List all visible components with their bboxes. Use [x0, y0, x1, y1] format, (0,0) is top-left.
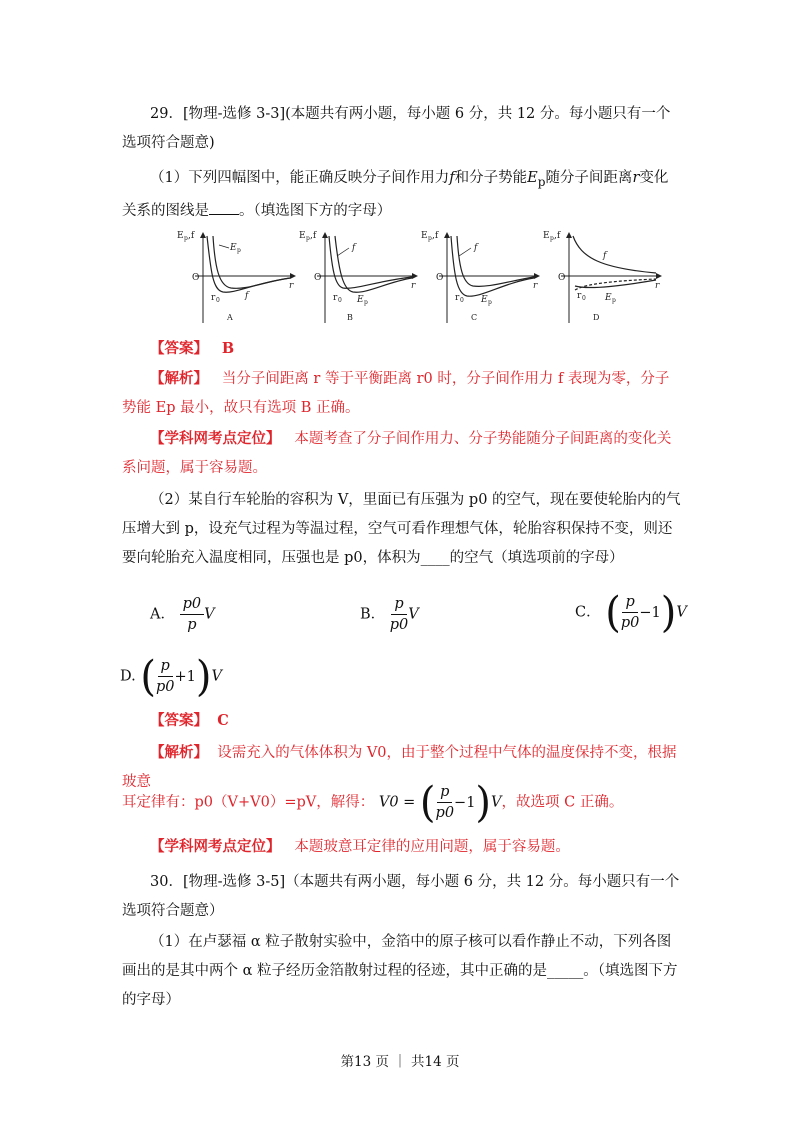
graph-b [299, 231, 417, 323]
option-c: C． ( $\frac{p}{p0}$ −1 ) V [575, 588, 687, 637]
svg-text:E: E [177, 231, 184, 241]
graph-d [543, 231, 661, 323]
svg-text:r: r [455, 293, 460, 303]
svg-text:O: O [558, 273, 566, 283]
svg-text:0: 0 [216, 297, 220, 304]
svg-text:,f: ,f [188, 231, 195, 241]
svg-text:0: 0 [460, 297, 464, 304]
svg-text:E: E [230, 243, 237, 253]
svg-text:p: p [184, 235, 188, 242]
option-a: A． $\frac{p0}{p}$ V [150, 596, 215, 633]
svg-text:r: r [289, 281, 294, 291]
svg-text:,f: ,f [432, 231, 439, 241]
svg-text:O: O [192, 273, 200, 283]
svg-text:E: E [605, 293, 612, 303]
svg-text:p: p [550, 235, 554, 242]
svg-text:A: A [227, 313, 233, 322]
q29-part2-analysis-line2: 耳定律有：p0（V+V0）=pV，解得： V0 = ( $\frac{p}{p0}$ −1 ) V，故选项 C 正确。 [122, 778, 624, 827]
page-footer: 第13 页 ｜ 共14 页 [340, 1054, 460, 1070]
svg-text:p: p [428, 235, 432, 242]
svg-text:r: r [333, 293, 338, 303]
svg-text:p: p [364, 299, 368, 306]
svg-text:E: E [357, 295, 364, 305]
q29-header: 29．[物理-选修 3-3](本题共有两小题，每小题 6 分，共 12 分。每小题只有一个选项符合题意) [122, 106, 671, 151]
svg-text:r: r [577, 291, 582, 301]
svg-text:O: O [436, 273, 444, 283]
svg-text:0: 0 [582, 295, 586, 302]
q29-part2-answer: 【答案】 C [150, 712, 229, 729]
svg-text:D: D [593, 313, 600, 322]
svg-text:f: f [245, 291, 249, 301]
svg-text:p: p [488, 299, 492, 306]
q29-part2-point: 【学科网考点定位】 本题玻意耳定律的应用问题，属于容易题。 [150, 838, 570, 855]
svg-text:p: p [612, 297, 616, 304]
force-energy-graphs [175, 228, 660, 328]
svg-text:B: B [347, 313, 353, 322]
q29-part2-analysis-line1: 【解析】 设需充入的气体体积为 V0，由于整个过程中气体的温度保持不变，根据玻意 [122, 744, 677, 790]
svg-text:C: C [471, 313, 478, 322]
svg-text:,f: ,f [554, 231, 561, 241]
option-d: D. ( $\frac{p}{p0}$ +1 ) V [120, 652, 222, 701]
svg-text:E: E [421, 231, 428, 241]
svg-text:p: p [306, 235, 310, 242]
q29-part2-stem: （2）某自行车轮胎的容积为 V，里面已有压强为 p0 的空气，现在要使轮胎内的气压增大到 p，设充气过程为等温过程，空气可看作理想气体，轮胎容积保持不变，则还要向轮胎充入温度相同，压强也是 p0，体积为____的空气（填选项前的字母） [122, 492, 681, 566]
q29-part1-stem: （1）下列四幅图中，能正确反映分子间作用力f和分子势能$E_p$随分子间距离r变化关系的图线是 。（填选图下方的字母） [122, 170, 669, 219]
svg-text:f: f [474, 243, 478, 253]
graph-c [421, 231, 539, 323]
q29-part1-answer: 【答案】 B [150, 340, 235, 357]
svg-text:E: E [481, 295, 488, 305]
option-b: B． $\frac{p}{p0}$ V [360, 596, 419, 633]
svg-text:p: p [237, 247, 241, 254]
svg-text:r: r [411, 281, 416, 291]
q29-part1-analysis: 【解析】 当分子间距离 r 等于平衡距离 r0 时，分子间作用力 f 表现为零，分子势能 Ep 最小，故只有选项 B 正确。 [122, 370, 670, 416]
svg-text:f: f [352, 243, 356, 253]
svg-text:f: f [603, 251, 607, 261]
svg-text:0: 0 [338, 297, 342, 304]
graph-a [177, 231, 295, 323]
svg-text:r: r [533, 281, 538, 291]
q30-part1-stem: （1）在卢瑟福 α 粒子散射实验中，金箔中的原子核可以看作静止不动，下列各图画出的是其中两个 α 粒子经历金箔散射过程的径迹，其中正确的是_____。（填选图下方的字母） [122, 934, 678, 1008]
q30-header: 30．[物理-选修 3-5]（本题共有两小题，每小题 6 分，共 12 分。每小题只有一个选项符合题意） [122, 874, 680, 919]
svg-text:,f: ,f [310, 231, 317, 241]
svg-text:E: E [543, 231, 550, 241]
svg-text:r: r [655, 281, 660, 291]
q29-part1-point: 【学科网考点定位】 本题考查了分子间作用力、分子势能随分子间距离的变化关系问题，属于容易题。 [122, 430, 672, 476]
svg-text:E: E [299, 231, 306, 241]
svg-text:O: O [314, 273, 322, 283]
svg-text:r: r [211, 293, 216, 303]
